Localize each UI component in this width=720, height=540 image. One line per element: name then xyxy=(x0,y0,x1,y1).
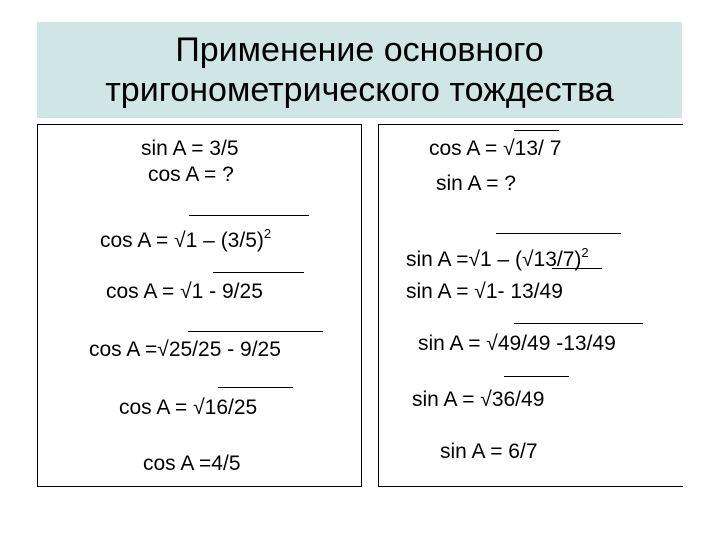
left-unknown-cos: cos A = ? xyxy=(148,163,234,186)
left-step4-radical-bar xyxy=(218,387,293,388)
right-step3: sin A = √49/49 -13/49 xyxy=(418,332,616,355)
right-step4: sin A = √36/49 xyxy=(412,388,545,411)
title-line-2: тригонометрического тождества xyxy=(105,71,614,109)
left-step3-radical-bar xyxy=(188,331,323,332)
right-given-radical-bar xyxy=(514,130,559,131)
left-step1-expr: cos A = √1 – (3/5) xyxy=(100,229,264,252)
right-given-cos: cos A = √13/ 7 xyxy=(429,137,562,160)
right-result: sin A = 6/7 xyxy=(440,440,538,463)
right-unknown-sin: sin A = ? xyxy=(436,172,516,195)
right-step1-expr: sin A =√1 – (√13/7) xyxy=(406,248,582,271)
left-given-sin: sin A = 3/5 xyxy=(141,137,239,160)
right-step2: sin A = √1- 13/49 xyxy=(406,280,563,303)
left-step4: cos A = √16/25 xyxy=(119,396,258,419)
left-step2-radical-bar xyxy=(213,272,304,273)
left-step1 xyxy=(100,222,271,253)
title-line-1: Применение основного xyxy=(175,31,544,69)
left-result: cos A =4/5 xyxy=(143,452,241,475)
right-step1 xyxy=(406,241,589,272)
right-step1-exponent: 2 xyxy=(581,245,589,260)
right-step1-radical-bar xyxy=(496,233,621,234)
left-step3: cos A =√25/25 - 9/25 xyxy=(89,338,281,361)
right-step3-radical-bar xyxy=(514,323,643,324)
left-step2: cos A = √1 - 9/25 xyxy=(106,280,263,303)
left-step1-radical-bar xyxy=(189,215,309,216)
slide-title xyxy=(37,22,682,118)
left-step1-exponent: 2 xyxy=(263,226,272,241)
right-solution-panel xyxy=(378,124,683,487)
right-step4-radical-bar xyxy=(504,376,569,377)
